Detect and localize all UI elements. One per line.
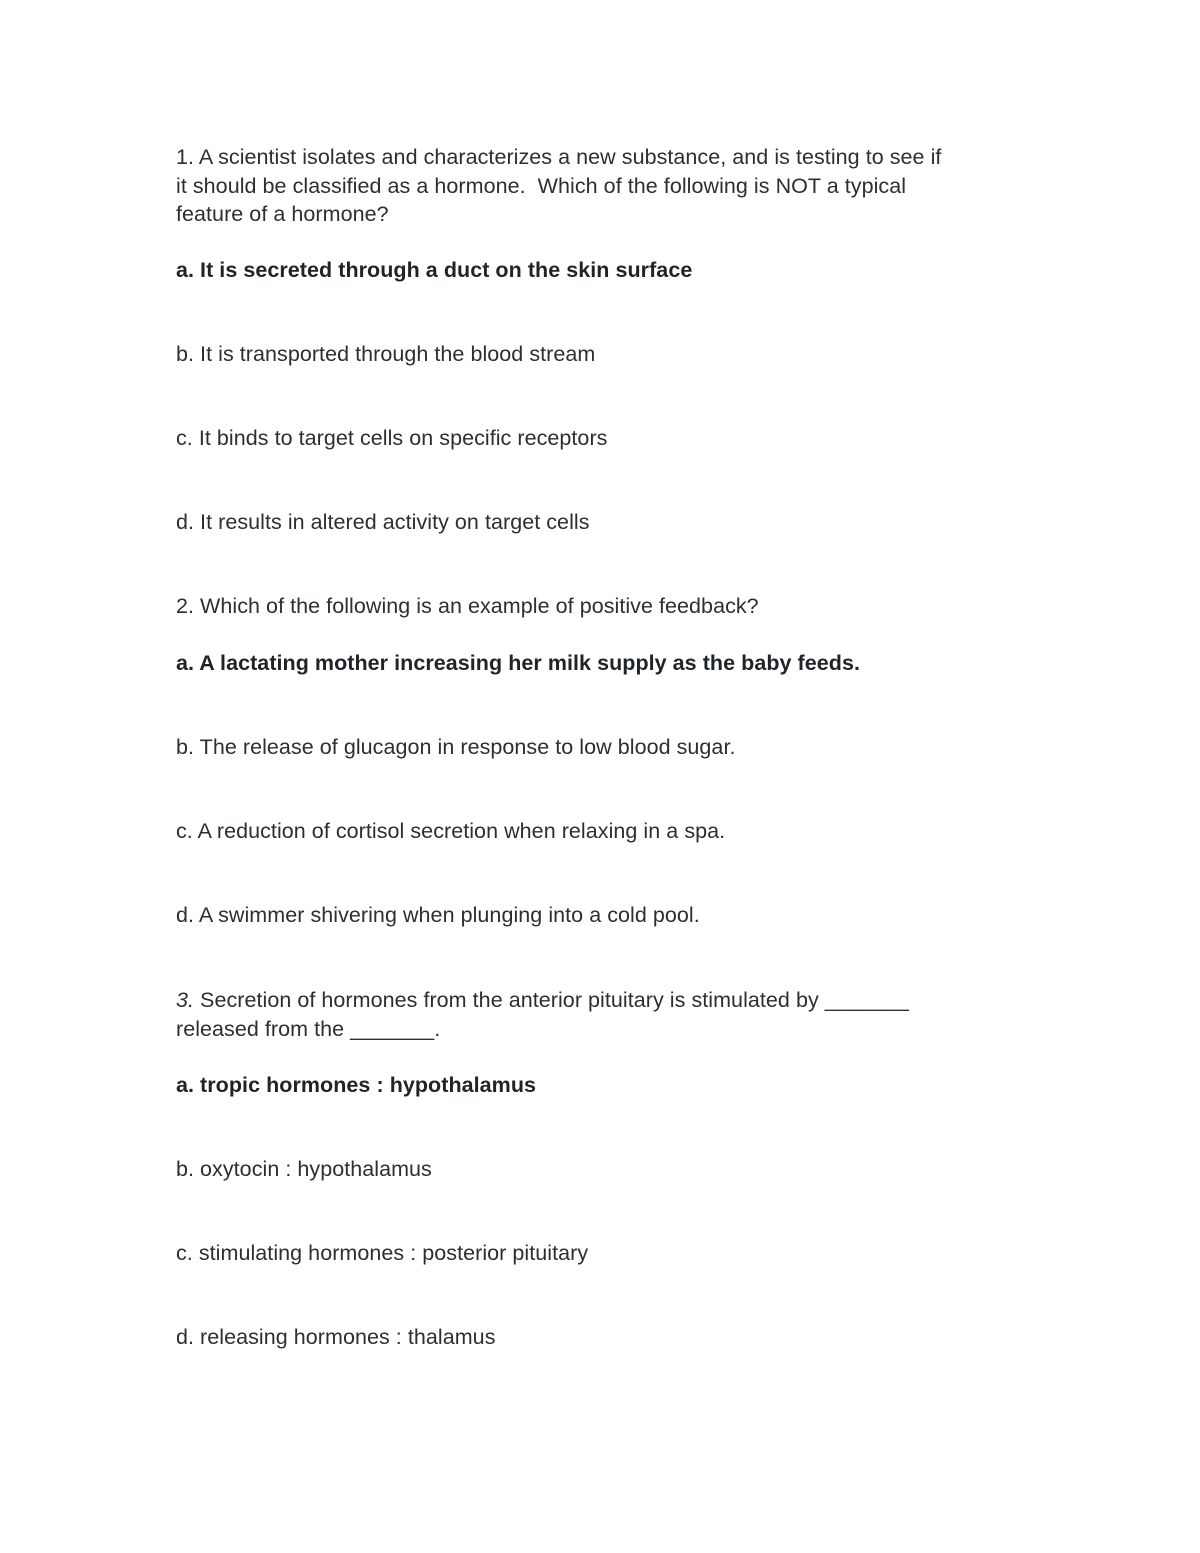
question-1-stem <box>176 143 1036 229</box>
question-2-option-b: b. The release of glucagon in response to low blood sugar. <box>176 735 736 759</box>
question-3-option-b: b. oxytocin : hypothalamus <box>176 1157 432 1181</box>
question-2-option-a: a. A lactating mother increasing her milk supply as the baby feeds. <box>176 651 860 675</box>
question-1-option-b: b. It is transported through the blood stream <box>176 342 596 366</box>
question-3-option-d: d. releasing hormones : thalamus <box>176 1325 496 1349</box>
question-3-stem-line-1-text: Secretion of hormones from the anterior pituitary is stimulated by _______ <box>194 988 909 1012</box>
question-3-stem-line-2: released from the _______. <box>176 1016 441 1041</box>
question-3-number: 3. <box>176 988 195 1012</box>
question-3-stem <box>176 986 1036 1043</box>
question-1-stem-line-1: 1. A scientist isolates and characterizes a new substance, and is testing to see if <box>176 145 942 169</box>
question-3-option-c: c. stimulating hormones : posterior pituitary <box>176 1241 589 1265</box>
question-1-stem-line-2: it should be classified as a hormone. Which of the following is NOT a typical <box>176 173 907 198</box>
question-2-option-d: d. A swimmer shivering when plunging into a cold pool. <box>176 903 700 927</box>
question-1-option-c: c. It binds to target cells on specific receptors <box>176 426 608 450</box>
question-1-option-d: d. It results in altered activity on target cells <box>176 510 590 534</box>
question-1-stem-line-3: feature of a hormone? <box>176 202 389 226</box>
question-1-option-a: a. It is secreted through a duct on the skin surface <box>176 258 693 282</box>
question-2-option-c: c. A reduction of cortisol secretion when relaxing in a spa. <box>176 819 726 843</box>
question-2-stem: 2. Which of the following is an example of positive feedback? <box>176 594 759 618</box>
question-3-stem-line-1 <box>176 986 1036 1015</box>
question-3-option-a: a. tropic hormones : hypothalamus <box>176 1073 537 1097</box>
